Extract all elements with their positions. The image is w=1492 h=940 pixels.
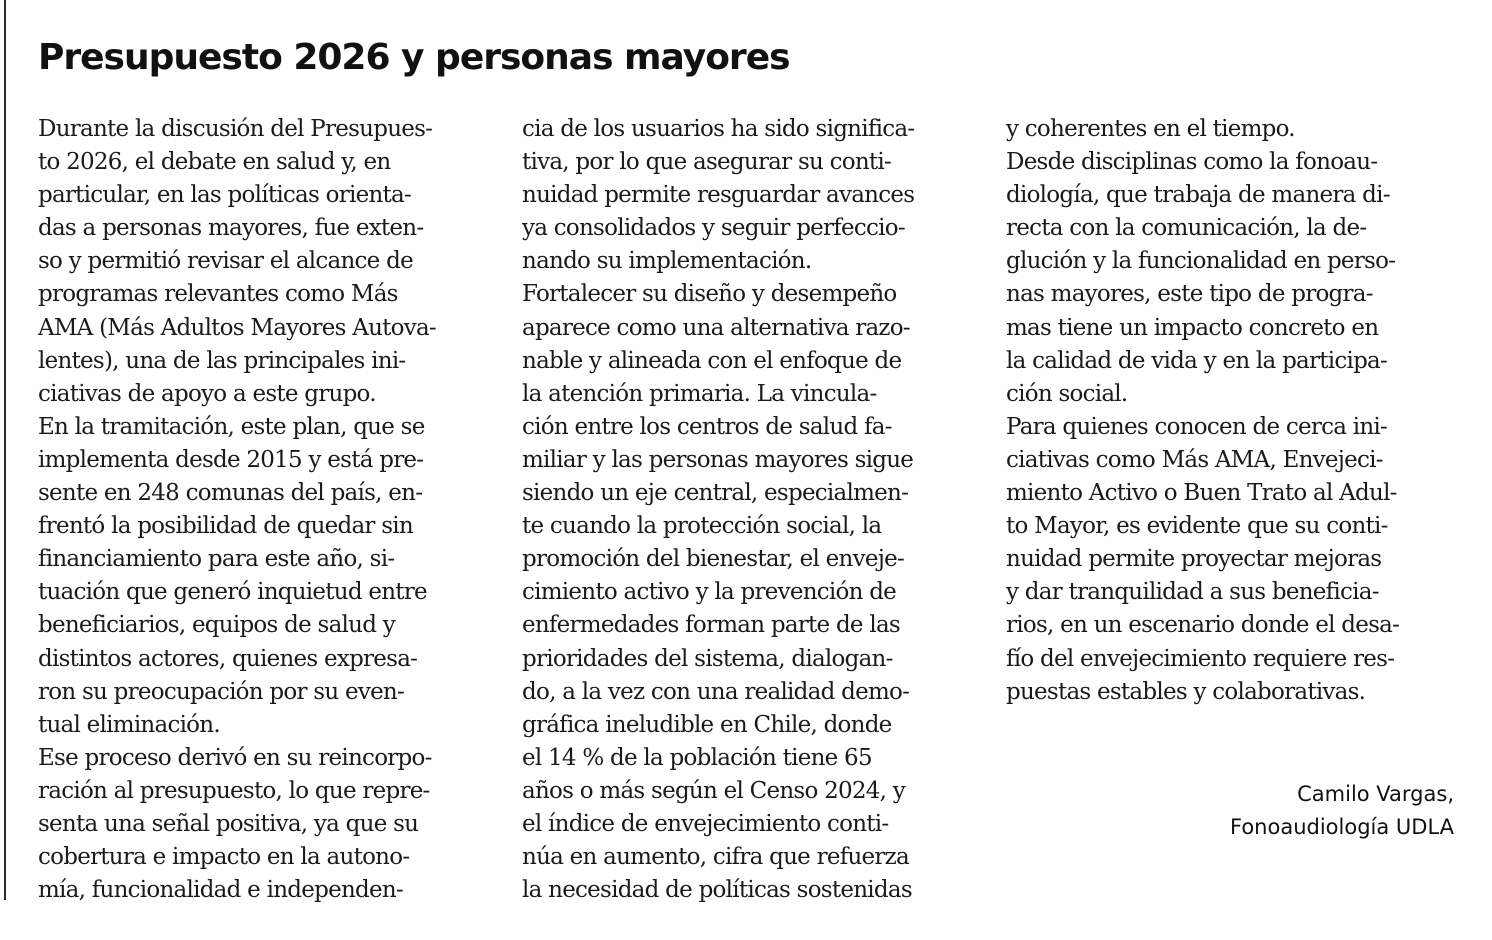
text-line: distintos actores, quienes expresa- [38, 645, 418, 672]
text-line: lentes), una de las principales ini- [38, 347, 406, 374]
author-name: Camilo Vargas, [1297, 782, 1454, 806]
text-line: la atención primaria. La vincula- [522, 380, 877, 407]
text-line: la necesidad de políticas sostenidas [522, 877, 912, 904]
text-line: beneficiarios, equipos de salud y [38, 612, 395, 639]
text-line: prioridades del sistema, dialogan- [522, 645, 893, 672]
text-line: Desde disciplinas como la fonoau- [1006, 149, 1378, 176]
text-line: y coherentes en el tiempo. [1006, 116, 1295, 142]
text-line: particular, en las políticas orienta- [38, 182, 411, 209]
text-line: AMA (Más Adultos Mayores Autova- [38, 314, 436, 341]
text-line: cimiento activo y la prevención de [522, 579, 897, 606]
text-line: aparece como una alternativa razo- [522, 314, 910, 341]
text-line: ración al presupuesto, lo que repre- [38, 777, 430, 804]
text-line: el 14 % de la población tiene 65 [522, 744, 872, 771]
text-line: ya consolidados y seguir perfeccio- [522, 215, 905, 242]
text-column-3 [1006, 113, 1466, 709]
text-line: mas tiene un impacto concreto en [1006, 314, 1379, 341]
text-line: núa en aumento, cifra que refuerza [522, 844, 909, 871]
text-line: mía, funcionalidad e independen- [38, 877, 403, 904]
text-line: recta con la comunicación, la de- [1006, 215, 1367, 242]
text-line: das a personas mayores, fue exten- [38, 215, 424, 242]
text-line: ción entre los centros de salud fa- [522, 413, 892, 440]
text-line: nando su implementación. [522, 248, 812, 275]
text-line: el índice de envejecimiento conti- [522, 810, 889, 837]
text-line: to Mayor, es evidente que su conti- [1006, 513, 1388, 540]
text-line: frentó la posibilidad de quedar sin [38, 513, 413, 540]
text-line: y dar tranquilidad a sus beneficia- [1006, 579, 1379, 606]
text-line: ron su preocupación por su even- [38, 678, 405, 705]
text-line: tual eliminación. [38, 711, 220, 738]
text-line: promoción del bienestar, el enveje- [522, 546, 904, 573]
text-line: do, a la vez con una realidad demo- [522, 678, 910, 705]
text-line: tuación que generó inquietud entre [38, 579, 427, 606]
text-line: nas mayores, este tipo de progra- [1006, 281, 1373, 308]
text-line: sente en 248 comunas del país, en- [38, 480, 423, 507]
text-line: puestas estables y colaborativas. [1006, 678, 1366, 705]
text-line: glución y la funcionalidad en perso- [1006, 248, 1396, 275]
text-line: la calidad de vida y en la participa- [1006, 347, 1388, 374]
text-line: gráfica ineludible en Chile, donde [522, 711, 892, 738]
text-line: fío del envejecimiento requiere res- [1006, 645, 1395, 672]
text-line: programas relevantes como Más [38, 281, 398, 308]
text-line: cobertura e impacto en la autono- [38, 844, 410, 871]
text-line: so y permitió revisar el alcance de [38, 248, 413, 275]
author-affiliation: Fonoaudiología UDLA [1229, 815, 1454, 839]
text-line: nuidad permite resguardar avances [522, 182, 915, 209]
text-line: te cuando la protección social, la [522, 513, 882, 540]
text-line: rios, en un escenario donde el desa- [1006, 612, 1400, 639]
text-line: cia de los usuarios ha sido significa- [522, 116, 915, 142]
text-line: diología, que trabaja de manera di- [1006, 182, 1390, 209]
column-rule [4, 0, 6, 900]
text-line: Fortalecer su diseño y desempeño [522, 281, 897, 308]
text-line: enfermedades forman parte de las [522, 612, 900, 639]
text-line: nuidad permite proyectar mejoras [1006, 546, 1382, 573]
text-line: nable y alineada con el enfoque de [522, 347, 902, 374]
text-line: to 2026, el debate en salud y, en [38, 149, 391, 176]
text-line: Ese proceso derivó en su reincorpo- [38, 744, 432, 771]
text-line: siendo un eje central, especialmen- [522, 480, 909, 507]
text-line: años o más según el Censo 2024, y [522, 777, 906, 804]
text-line: En la tramitación, este plan, que se [38, 413, 425, 440]
text-line: implementa desde 2015 y está pre- [38, 446, 424, 473]
text-line: ciativas como Más AMA, Envejeci- [1006, 446, 1383, 473]
text-column-2 [522, 113, 972, 907]
text-line: miento Activo o Buen Trato al Adul- [1006, 480, 1397, 507]
text-line: ciativas de apoyo a este grupo. [38, 380, 376, 407]
text-line: Durante la discusión del Presupues- [38, 116, 433, 142]
text-line: miliar y las personas mayores sigue [522, 446, 914, 473]
text-line: Para quienes conocen de cerca ini- [1006, 413, 1388, 440]
article-title: Presupuesto 2026 y personas mayores [38, 37, 790, 78]
text-column-1 [38, 113, 488, 907]
author-signature [1230, 778, 1454, 844]
text-line: ción social. [1006, 380, 1128, 407]
text-line: tiva, por lo que asegurar su conti- [522, 149, 892, 176]
text-line: financiamiento para este año, si- [38, 546, 395, 573]
text-line: senta una señal positiva, ya que su [38, 810, 419, 837]
